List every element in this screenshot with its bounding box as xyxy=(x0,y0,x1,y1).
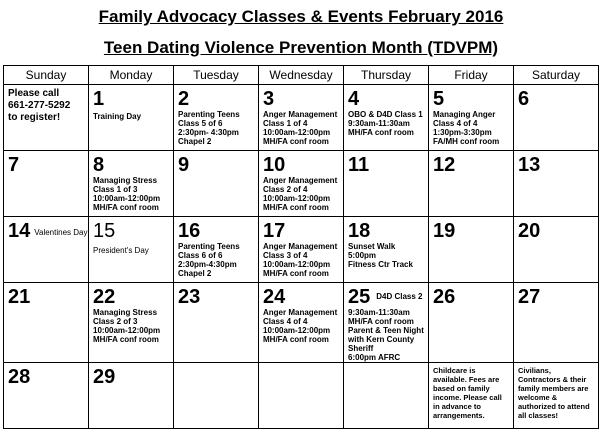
event-line: MH/FA conf room xyxy=(263,203,329,212)
day-number: 29 xyxy=(93,366,116,388)
event-line: Chapel 2 xyxy=(178,269,212,278)
day-cell xyxy=(89,363,174,429)
event-line: 2:30pm-4:30pm xyxy=(178,260,237,269)
day-cell xyxy=(429,151,514,217)
day-number: 20 xyxy=(518,220,541,242)
day-number: 13 xyxy=(518,154,541,176)
day-number: 12 xyxy=(433,154,456,176)
event-details xyxy=(263,110,343,146)
call-note-line-1: Please call xyxy=(8,88,60,99)
empty-cell xyxy=(259,363,344,429)
event-line: 10:00am-12:00pm xyxy=(93,326,161,335)
empty-cell xyxy=(174,363,259,429)
event-line: Sunset Walk xyxy=(348,242,396,251)
attendance-note: Civilians, Contractors & their family members are welcome & authorized to attend all classes! xyxy=(518,366,590,420)
day-number: 24 xyxy=(263,286,286,308)
event-line: Managing Stress xyxy=(93,176,158,185)
event-line: Fitness Ctr Track xyxy=(348,260,413,269)
event-line: 10:00am-12:00pm xyxy=(263,260,331,269)
day-number: 3 xyxy=(263,88,275,110)
event-line: MH/FA conf room xyxy=(263,269,329,278)
day-cell xyxy=(429,85,514,151)
event-line: 1:30pm-3:30pm xyxy=(433,128,492,137)
week-row-3 xyxy=(4,217,599,283)
day-number: 23 xyxy=(178,286,201,308)
day-number: 27 xyxy=(518,286,541,308)
event-line: Class 2 of 3 xyxy=(93,317,138,326)
weekday-wednesday: Wednesday xyxy=(259,66,344,85)
day-cell xyxy=(514,151,599,217)
event-line: MH/FA conf room xyxy=(93,203,159,212)
event-line: Class 1 of 4 xyxy=(263,119,308,128)
day-number: 15 xyxy=(93,220,116,242)
day-number: 4 xyxy=(348,88,360,110)
day-number: 7 xyxy=(8,154,20,176)
event-title-inline: D4D Class 2 xyxy=(376,292,423,301)
day-cell xyxy=(514,283,599,363)
event-line: Parenting Teens xyxy=(178,242,240,251)
day-cell xyxy=(4,217,89,283)
week-row-1 xyxy=(4,85,599,151)
event-line: MH/FA conf room xyxy=(263,335,329,344)
day-number: 21 xyxy=(8,286,31,308)
day-number: 26 xyxy=(433,286,456,308)
event-details xyxy=(178,110,258,146)
weekday-header-row xyxy=(4,66,599,85)
event-details xyxy=(93,308,173,344)
day-cell xyxy=(429,217,514,283)
call-note-phone: 661-277-5292 xyxy=(8,100,71,111)
weekday-tuesday: Tuesday xyxy=(174,66,259,85)
event-line: 2:30pm- 4:30pm xyxy=(178,128,239,137)
day-cell xyxy=(174,217,259,283)
event-details xyxy=(93,112,173,121)
weekday-sunday: Sunday xyxy=(4,66,89,85)
event-line: MH/FA conf room xyxy=(348,317,414,326)
event-details xyxy=(263,176,343,212)
day-cell xyxy=(4,151,89,217)
weekday-monday: Monday xyxy=(89,66,174,85)
event-line: Anger Management xyxy=(263,308,338,317)
event-line: Class 6 of 6 xyxy=(178,251,223,260)
day-cell xyxy=(344,151,429,217)
event-line: Parent & Teen Night xyxy=(348,326,424,335)
event-line: Class 3 of 4 xyxy=(263,251,308,260)
weekday-saturday: Saturday xyxy=(514,66,599,85)
day-number: 18 xyxy=(348,220,371,242)
event-line: Parenting Teens xyxy=(178,110,240,119)
event-line: with Kern County Sheriff xyxy=(348,335,415,353)
event-line: Managing Stress xyxy=(93,308,158,317)
day-cell xyxy=(514,217,599,283)
day-cell xyxy=(259,283,344,363)
holiday-label: Valentines Day xyxy=(34,228,88,238)
event-line: 6:00pm AFRC xyxy=(348,353,401,362)
day-number: 14 xyxy=(8,220,31,242)
day-number: 16 xyxy=(178,220,201,242)
day-cell xyxy=(429,283,514,363)
day-cell xyxy=(259,85,344,151)
event-details xyxy=(348,308,428,362)
day-cell xyxy=(4,283,89,363)
event-line: Class 1 of 3 xyxy=(93,185,138,194)
empty-cell xyxy=(344,363,429,429)
event-details xyxy=(263,242,343,278)
day-number: 25 xyxy=(348,286,371,308)
day-number: 17 xyxy=(263,220,286,242)
call-note-cell xyxy=(4,85,89,151)
event-details xyxy=(433,110,513,146)
day-cell xyxy=(89,151,174,217)
event-details xyxy=(93,176,173,212)
event-line: 5:00pm xyxy=(348,251,377,260)
call-note xyxy=(8,88,88,124)
event-line: MH/FA conf room xyxy=(263,137,329,146)
day-cell xyxy=(174,85,259,151)
event-line: 9:30am-11:30am xyxy=(348,119,410,128)
day-number: 8 xyxy=(93,154,105,176)
event-details xyxy=(348,110,428,137)
day-number: 5 xyxy=(433,88,445,110)
event-line: Class 5 of 6 xyxy=(178,119,223,128)
week-row-5 xyxy=(4,363,599,429)
event-line: 10:00am-12:00pm xyxy=(263,326,331,335)
day-cell xyxy=(89,85,174,151)
weekday-thursday: Thursday xyxy=(344,66,429,85)
calendar-grid xyxy=(3,65,599,429)
week-row-2 xyxy=(4,151,599,217)
childcare-note: Childcare is available. Fees are based on family income. Please call in advance to arrangements. xyxy=(433,366,502,420)
day-cell xyxy=(344,85,429,151)
childcare-note-cell xyxy=(429,363,514,429)
event-line: 10:00am-12:00pm xyxy=(263,128,331,137)
event-line: Chapel 2 xyxy=(178,137,212,146)
event-details xyxy=(178,242,258,278)
day-cell xyxy=(514,85,599,151)
event-line: Class 2 of 4 xyxy=(263,185,308,194)
day-number: 1 xyxy=(93,88,105,110)
event-details xyxy=(263,308,343,344)
event-line: Class 4 of 4 xyxy=(263,317,308,326)
event-line: 10:00am-12:00pm xyxy=(93,194,161,203)
day-number: 22 xyxy=(93,286,116,308)
event-details xyxy=(348,242,428,269)
day-cell xyxy=(259,217,344,283)
event-line: MH/FA conf room xyxy=(348,128,414,137)
day-number: 19 xyxy=(433,220,456,242)
event-line: MH/FA conf room xyxy=(93,335,159,344)
event-line: Anger Management xyxy=(263,242,338,251)
day-cell xyxy=(259,151,344,217)
page-title: Family Advocacy Classes & Events February 2016 xyxy=(98,7,504,26)
event-line: 10:00am-12:00pm xyxy=(263,194,331,203)
day-cell xyxy=(174,283,259,363)
day-number: 28 xyxy=(8,366,31,388)
day-cell xyxy=(89,217,174,283)
holiday-label: President's Day xyxy=(93,246,149,256)
week-row-4 xyxy=(4,283,599,363)
event-line: Training Day xyxy=(93,112,142,121)
day-number: 10 xyxy=(263,154,286,176)
day-cell xyxy=(344,283,429,363)
day-number: 6 xyxy=(518,88,530,110)
day-cell xyxy=(4,363,89,429)
event-line: Anger Management xyxy=(263,176,338,185)
event-line: FA/MH conf room xyxy=(433,137,500,146)
event-line: Managing Anger xyxy=(433,110,496,119)
day-number: 9 xyxy=(178,154,190,176)
call-note-line-3: to register! xyxy=(8,112,61,123)
attendance-note-cell xyxy=(514,363,599,429)
event-line: Anger Management xyxy=(263,110,338,119)
event-line: 9:30am-11:30am xyxy=(348,308,410,317)
event-line: OBO & D4D Class 1 xyxy=(348,110,423,119)
day-cell xyxy=(174,151,259,217)
day-number: 2 xyxy=(178,88,190,110)
day-cell xyxy=(344,217,429,283)
page-subtitle: Teen Dating Violence Prevention Month (TDVPM) xyxy=(103,38,499,57)
weekday-friday: Friday xyxy=(429,66,514,85)
day-number: 11 xyxy=(348,154,370,176)
day-cell xyxy=(89,283,174,363)
event-line: Class 4 of 4 xyxy=(433,119,478,128)
